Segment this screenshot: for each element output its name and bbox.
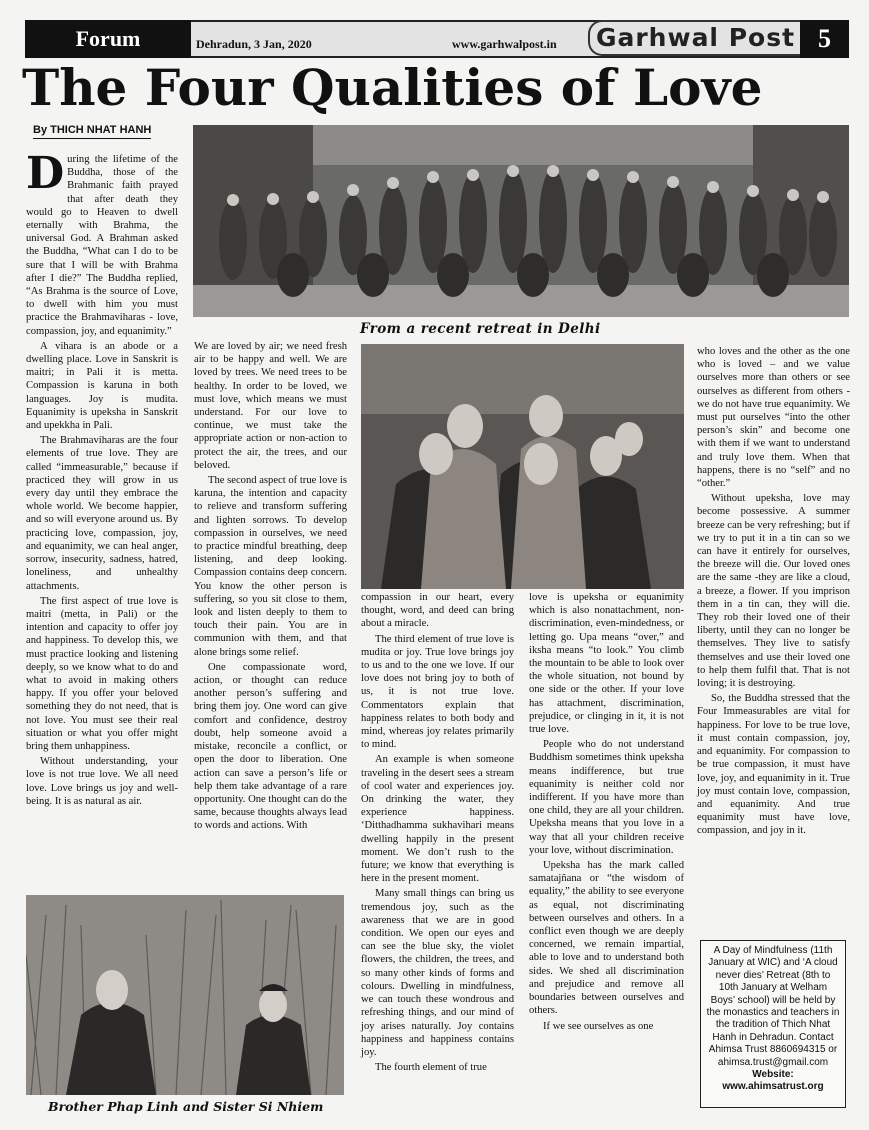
group-photo <box>193 125 849 317</box>
page-number: 5 <box>800 20 849 58</box>
drop-cap: D <box>26 148 65 199</box>
page-title: The Four Qualities of Love <box>22 58 763 117</box>
publication-logo: Garhwal Post <box>595 23 796 52</box>
paragraph-text: Without understanding, your love is not true love. We all need love. Love brings us joy and well-being. It is as natural as air. <box>26 756 178 807</box>
paragraph-text: Without upeksha, love may become possessive. A summer breeze can be very refreshing; but if we try to put it in a tin can so we can have it entirely for ourselves, the breeze will die. Our loved ones are the same -they are like a cloud, a breeze, a flower. If you imprison them in a tin can, they will die. They rob their loved one of their liberty, until they can no longer be themselves. They live to satisfy themselves and use their loved one to help them fulfil that. That is not loving; it is destroying. <box>697 493 850 690</box>
article-paragraph <box>529 1020 684 1033</box>
event-website-link[interactable]: www.ahimsatrust.org <box>722 1081 824 1093</box>
retreat-photo-caption: From a recent retreat in Delhi <box>360 321 601 337</box>
paragraph-text: We are loved by air; we need fresh air to be happy and well. We are loved by trees. We need trees to be healthy. In order to be loved, we must love, which means we must understand. For our love to continue, we must take the appropriate action or non-action to protect the air, the trees, and our beloved. <box>194 341 347 471</box>
article-paragraph <box>529 591 684 736</box>
website-label: Website: <box>752 1069 794 1081</box>
article-paragraph <box>529 738 684 857</box>
article-paragraph <box>361 1061 514 1074</box>
article-paragraph <box>26 340 178 432</box>
article-paragraph <box>361 753 514 885</box>
paragraph-text: love is upeksha or equanimity which is also nonattachment, non-discrimination, even-mindedness, or letting go. Upa means “over,” and iksha means “to look.” You climb the mountain to be able to look over the whole situation, not bound by one side or the other. If your love has attachment, discrimination, prejudice, or clinging in it, it is not true love. <box>529 592 684 736</box>
retreat-group-image <box>193 125 849 317</box>
article-column-3 <box>361 591 514 1121</box>
paragraph-text: A vihara is an abode or a dwelling place. Love in Sanskrit is maitri; in Pali it is metta. Compassion is karuna in both languages. Joy is mudita. Equanimity is upeksha in Sanskrit and upekkha in Pali. <box>26 340 178 432</box>
article-paragraph <box>361 591 514 631</box>
paragraph-text: The first aspect of true love is maitri (metta, in Pali) or the intention and capacity to offer joy and happiness. To develop this, we must practice looking and listening deeply, so we know what to do and what to avoid in making others happy. If you offer your beloved something they do not need, that is not love. You must see their real situation or what you offer might bring them unhappiness. <box>26 595 178 752</box>
paragraph-text: uring the lifetime of the Buddha, those of the Brahmanic faith prayed that after death they would go to Heaven to dwell eternally with Brahma, the universal God. A Brahman asked the Buddha, “What can I do to be sure that I will be with Brahma after I die?” The Buddha replied, “As Brahma is the source of Love, to dwell with him you must practice the Brahmaviharas - love, compassion, joy, and equanimity.” <box>26 154 178 337</box>
paragraph-text: One compassionate word, action, or thought can reduce another person’s suffering and bring them joy. One word can give comfort and confidence, destroy doubt, help someone avoid a mistake, reconcile a conflict, or open the door to liberation. One action can save a person’s life or help them take advantage of a rare opportunity. One thought can do the same, because thoughts always lead to words and actions. With <box>194 661 347 832</box>
paragraph-text: who loves and the other as the one who is loved – and we value ourselves more than others or see ourselves as different from others - we do not have true equanimity. We must put ourselves “into the other person’s skin” and become one with them if we want to understand and truly love them. When that happens, there is no “self” and no “other.” <box>697 346 850 490</box>
article-column-5 <box>697 345 850 935</box>
issue-date: Dehradun, 3 Jan, 2020 <box>196 37 312 51</box>
article-paragraph <box>697 492 850 690</box>
article-column-4 <box>529 591 684 1121</box>
paragraph-text: The Brahmaviharas are the four elements of true love. They are called “immeasurable,” because if practiced they will grow in us every day until they embrace the whole world. We become happier, and so will everyone around us. By practicing love, compassion, joy, and equanimity, we can heal anger, sorrow, insecurity, sadness, hatred, loneliness, and unhealthy attachments. <box>26 435 178 592</box>
paragraph-text: An example is when someone traveling in the desert sees a stream of cool water and experiences joy. On drinking the water, they experience happiness. ‘Ditthadhamma sukhavihari means dwelling happily in the present moment. We don’t rush to the future; we know that everything is here in the present moment. <box>361 754 514 885</box>
article-paragraph <box>26 595 178 753</box>
article-paragraph <box>26 755 178 808</box>
paragraph-text: compassion in our heart, every thought, word, and deed can bring about a miracle. <box>361 592 514 630</box>
monastics-image <box>361 344 684 589</box>
section-label: Forum <box>25 20 191 58</box>
portrait-photo-caption: Brother Phap Linh and Sister Si Nhiem <box>48 1099 324 1114</box>
event-info-text: A Day of Mindfulness (11th January at WIC) and ‘A cloud never dies’ Retreat (8th to 10th January at Welham Boys’ school) will be held by the monastics and teachers in the tradition of Thich Nhat Hanh in Dehradun. Contact Ahimsa Trust 8860694315 or ahimsa.trust@gmail.com <box>706 945 840 1068</box>
portrait-image <box>26 895 344 1095</box>
paragraph-text: So, the Buddha stressed that the Four Immeasurables are vital for happiness. For love to be true love, it must contain compassion, joy, and equanimity. For compassion to be true compassion, it must have love, joy, and equanimity in it. True joy must contain love, compassion, and equanimity. And true equanimity must have love, compassion, and joy in it. <box>697 693 850 837</box>
paragraph-text: Upeksha has the mark called samatajñana or “the wisdom of equality,” the ability to see everyone as equal, not discriminating between ourselves and others. In a conflict even though we are deeply concerned, we remain impartial, able to love and to understand both sides. We shed all discrimination and prejudice and remove all boundaries between ourselves and others. <box>529 860 684 1017</box>
article-column-2 <box>194 340 347 890</box>
article-paragraph <box>26 148 178 338</box>
article-paragraph <box>194 340 347 472</box>
paragraph-text: People who do not understand Buddhism sometimes think upeksha means indifference, but true equanimity is neither cold nor indifferent. If you have more than one child, they are all your children. Upeksha means that you love in a way that all your children receive your love, without discrimination. <box>529 739 684 856</box>
paragraph-text: If we see ourselves as one <box>543 1020 654 1032</box>
monastics-photo <box>361 344 684 589</box>
article-paragraph <box>529 859 684 1017</box>
byline: By THICH NHAT HANH <box>33 124 151 139</box>
event-info-box <box>700 940 846 1108</box>
article-paragraph <box>361 633 514 752</box>
portrait-photo <box>26 895 344 1095</box>
article-column-1 <box>26 148 178 893</box>
article-paragraph <box>697 345 850 490</box>
article-paragraph <box>26 434 178 592</box>
article-paragraph <box>697 692 850 837</box>
paragraph-text: The third element of true love is mudita or joy. True love brings joy to us and to the one we love. If our love does not bring joy to both of us, it is not true love. Commentators explain that happiness relates to both body and mind, whereas joy relates primarily to mind. <box>361 633 514 751</box>
article-paragraph <box>194 661 347 833</box>
article-paragraph <box>194 474 347 659</box>
article-paragraph <box>361 887 514 1059</box>
paragraph-text: The fourth element of true <box>375 1062 487 1074</box>
paragraph-text: Many small things can bring us tremendous joy, such as the awareness that we are in good condition. We open our eyes and can see the blue sky, the violet flowers, the children, the trees, and so many other kinds of forms and colours. Dwelling in mindfulness, we can touch these wondrous and refreshing things, and our mind of joy arises naturally. Joy contains happiness and happiness contains joy. <box>361 888 514 1058</box>
paragraph-text: The second aspect of true love is karuna, the intention and capacity to relieve and transform suffering and lighten sorrows. To develop compassion in ourselves, we need to practice mindful breathing, deep listening, and deep looking. Compassion contains deep concern. You know the other person is suffering, so you sit close to them, look and listen deeply to them to touch their pain. You are in communion with them, and that alone brings some relief. <box>194 475 347 658</box>
publication-website: www.garhwalpost.in <box>452 37 557 51</box>
